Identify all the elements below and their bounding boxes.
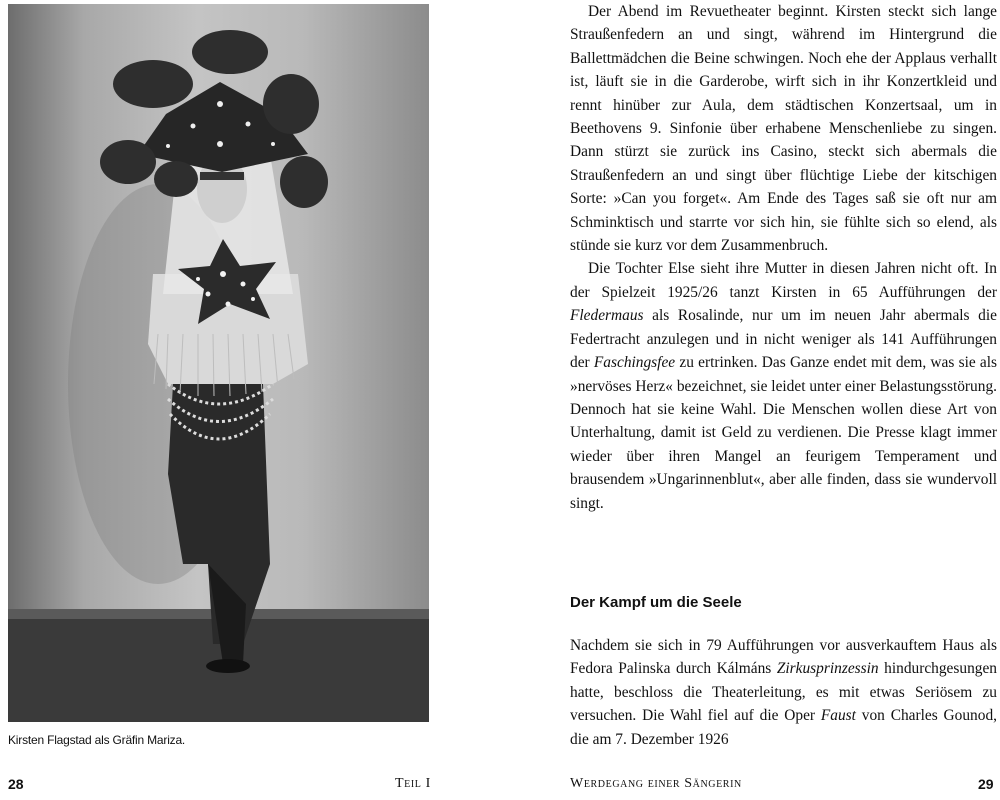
paragraph-text: von Charles Gounod, die am 7. Dezember 1926 (570, 707, 997, 748)
paragraph-text: als Rosalinde, nur um im neuen Jahr abermals die Federtracht anzulegen und in nicht weniger als 141 Aufführungen der (570, 307, 997, 372)
paragraph-text: Die Tochter Else sieht ihre Mutter in diesen Jahren nicht oft. In der Spielzeit 1925/26 tanzt Kirsten in 65 Aufführungen der (570, 260, 997, 301)
body-text-lower (570, 634, 997, 751)
costume-figure-illustration (8, 4, 429, 722)
page-number-left: 28 (8, 776, 24, 792)
paragraph-text: Nachdem sie sich in 79 Aufführungen vor ausverkauftem Haus als Fedora Palinska durch Kálmáns (570, 637, 997, 678)
portrait-photo (8, 4, 429, 722)
running-head-left: Teil I (395, 776, 431, 791)
right-page (560, 0, 1000, 800)
running-head-right: Werdegang einer Sängerin (570, 776, 742, 791)
title-fledermaus: Fledermaus (570, 307, 644, 325)
title-zirkusprinzessin: Zirkusprinzessin (776, 660, 879, 678)
page-number-right: 29 (978, 776, 994, 792)
paragraph-tochter-else (570, 257, 997, 514)
left-page (0, 0, 440, 800)
paragraph-revuetheater: Der Abend im Revuetheater beginnt. Kirsten steckt sich lange Straußenfedern an und singt, während im Hintergrund die Ballettmädchen die Beine schwingen. Noch ehe der Applaus verhallt ist, läuft sie in die Garderobe, wirft sich in ihr Konzertkleid und rennt hinüber zur Aula, dem städtischen Konzertsaal, um in Beethovens 9. Sinfonie über erhabene Menschenliebe zu singen. Dann stürzt sie zurück ins Casino, steckt sich abermals die Straußenfedern an und singt über flüchtige Liebe der kitschigen Sorte: »Can you forget«. Am Ende des Tages saß sie oft nur am Schminktisch und starrte vor sich hin, sie fühlte sich so elend, als stünde sie kurz vor dem Zusammenbruch. (570, 3, 997, 255)
title-faschingsfee: Faschingsfee (593, 354, 676, 372)
paragraph-text: hindurchgesungen hatte, beschloss die Theaterleitung, es mit etwas Seriösem zu versuchen. Die Wahl fiel auf die Oper (570, 660, 997, 725)
paragraph-text: zu ertrinken. Das Ganze endet mit dem, was sie als »nervöses Herz« bezeichnet, sie leidet unter einer Belastungsstörung. Dennoch hat sie keine Wahl. Die Menschen wollen diese Art von Unterhaltung, damit ist Geld zu verdienen. Die Presse klagt immer wieder über ihren Mangel an feurigem Temperament und brausendem »Ungarinnenblut«, aber alle finden, dass sie wundervoll singt. (570, 354, 998, 512)
section-heading: Der Kampf um die Seele (570, 594, 742, 611)
title-faust: Faust (820, 707, 856, 725)
paragraph-zirkusprinzessin (570, 634, 997, 751)
photo-caption: Kirsten Flagstad als Gräfin Mariza. (8, 733, 186, 747)
body-text-upper (570, 0, 997, 515)
